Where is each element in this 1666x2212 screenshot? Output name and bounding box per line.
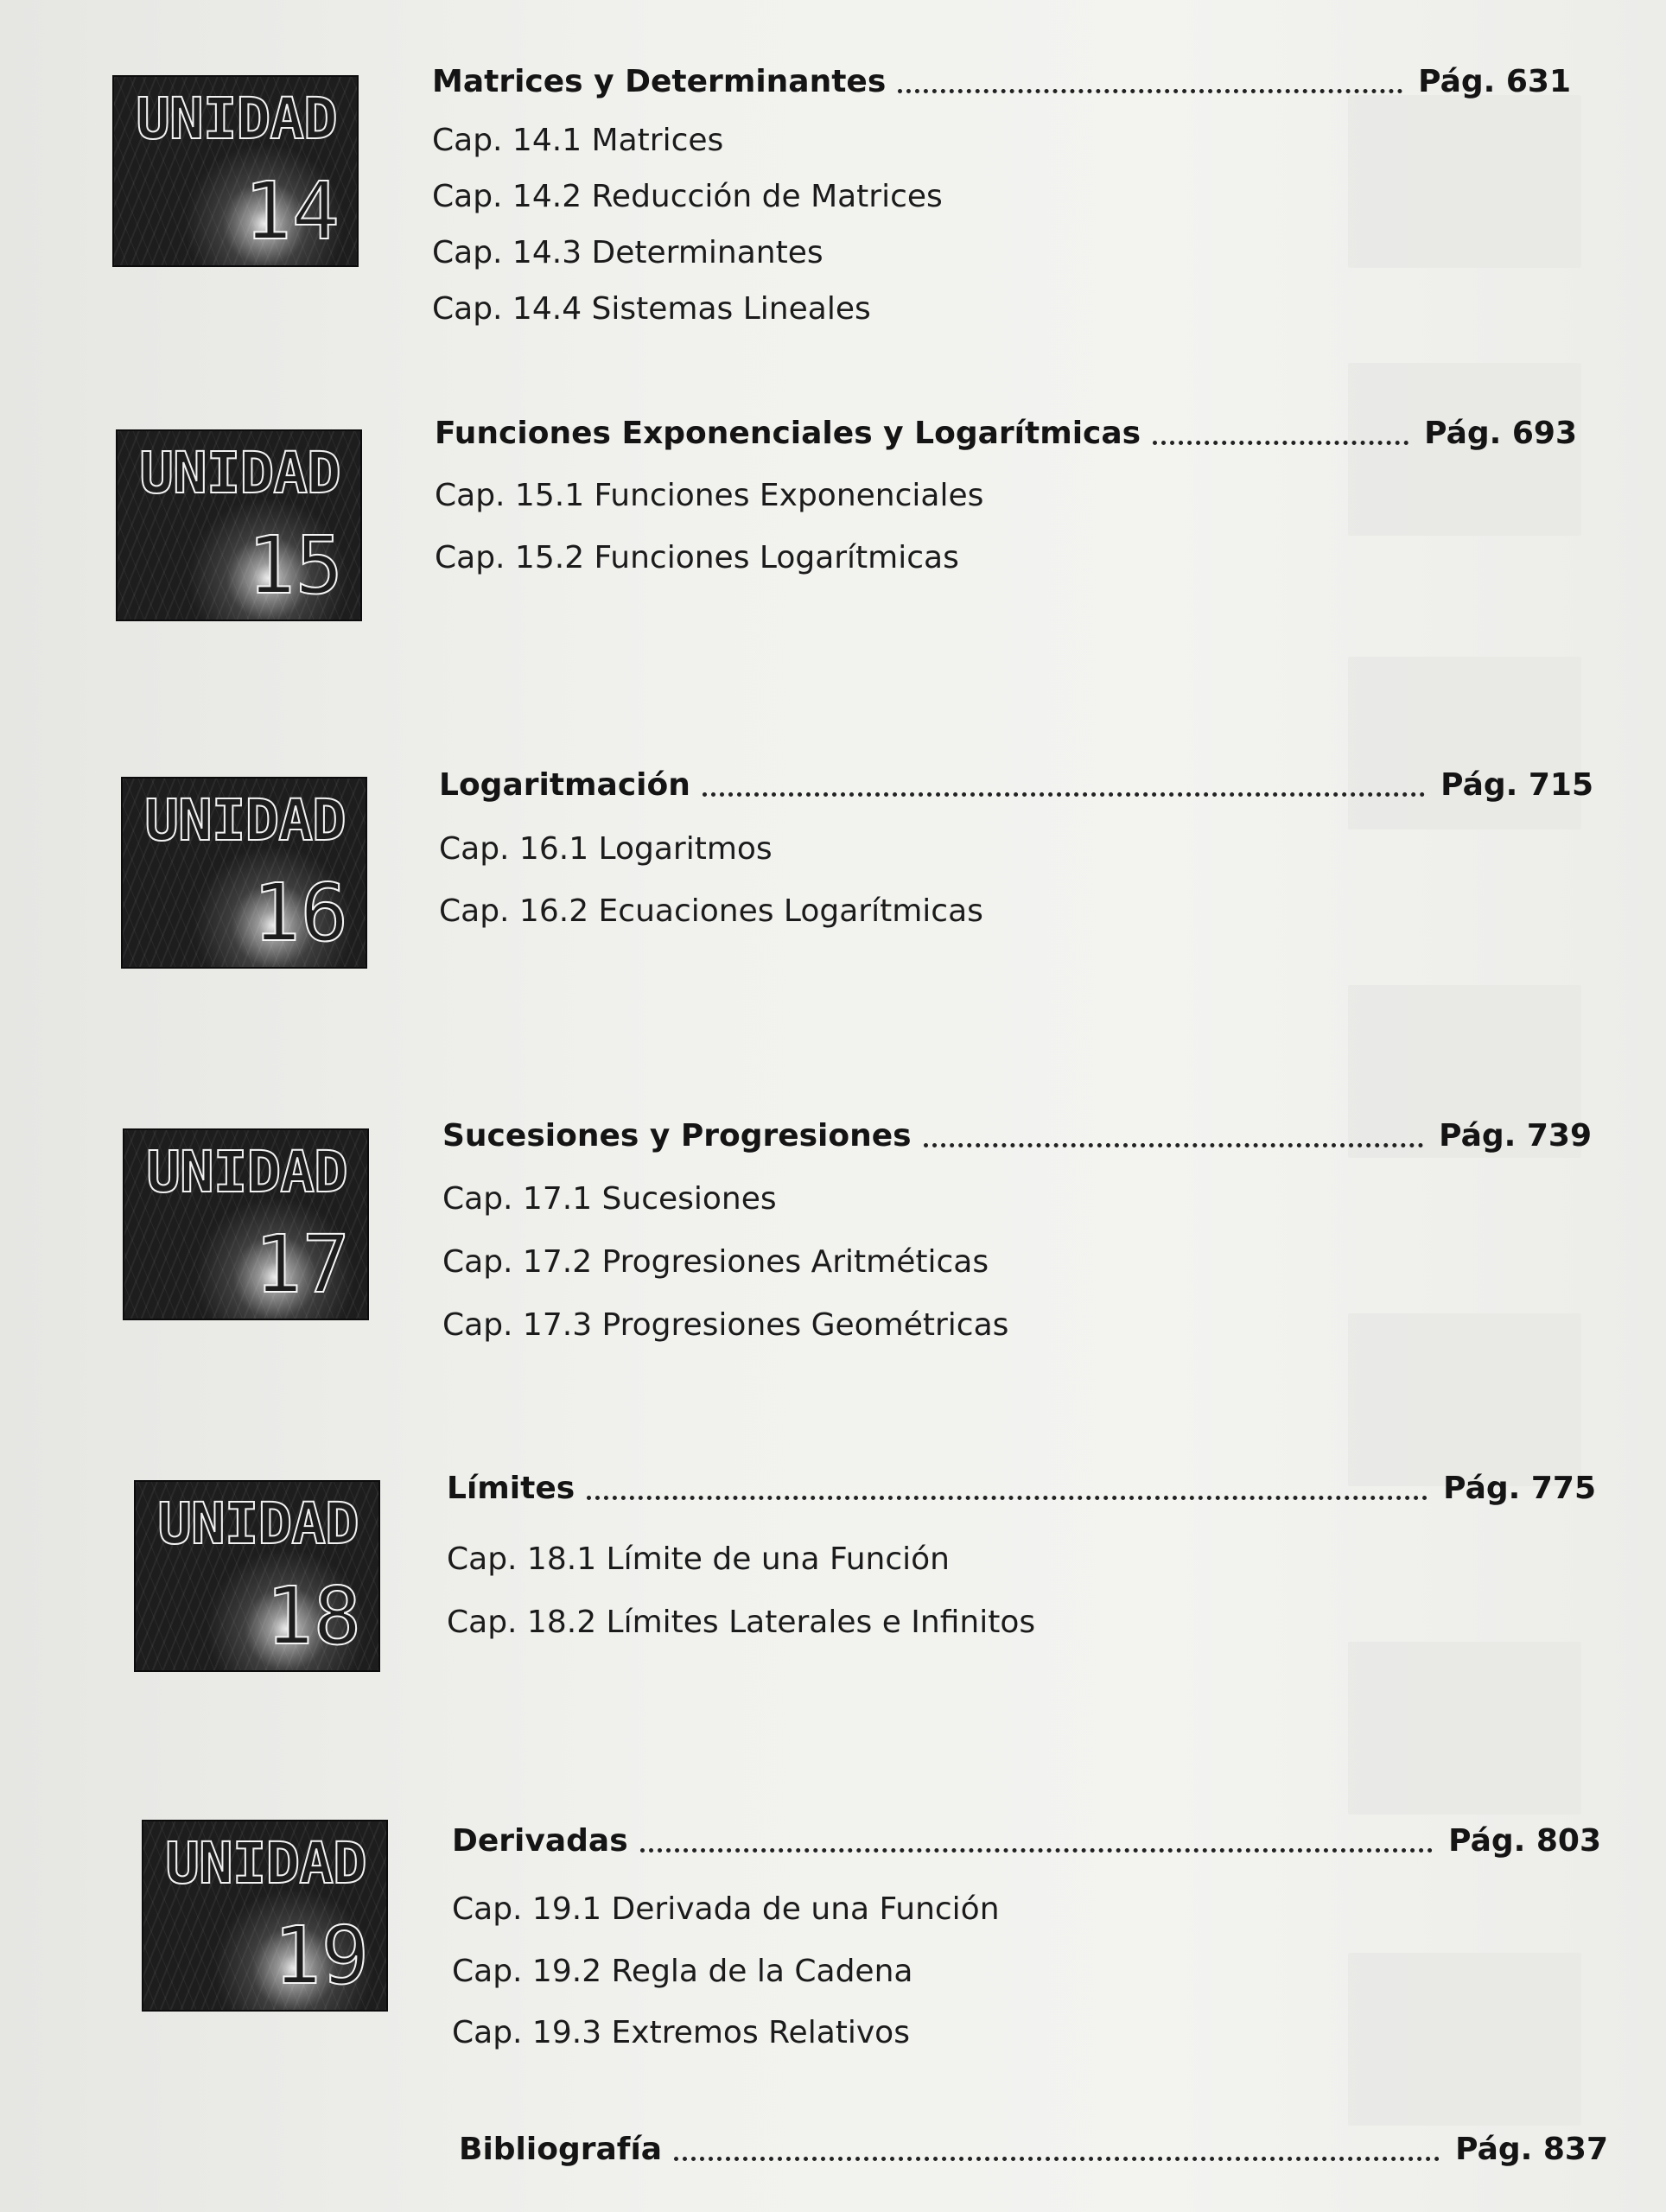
chapter-entry[interactable]: Cap. 19.1 Derivada de una Función — [452, 1891, 1000, 1927]
unit-heading[interactable] — [439, 766, 1593, 805]
unit-heading[interactable] — [452, 1821, 1601, 1861]
dot-leader — [1153, 441, 1408, 445]
chapter-entry[interactable]: Cap. 14.3 Determinantes — [432, 235, 823, 270]
chapter-entry[interactable]: Cap. 19.3 Extremos Relativos — [452, 2015, 910, 2050]
unit-heading[interactable] — [447, 1469, 1596, 1509]
unit-badge — [121, 777, 367, 969]
dot-leader — [587, 1496, 1428, 1500]
chapter-entry[interactable]: Cap. 14.1 Matrices — [432, 123, 724, 158]
chapter-entry[interactable]: Cap. 14.2 Reducción de Matrices — [432, 179, 943, 214]
chapter-entry[interactable]: Cap. 16.2 Ecuaciones Logarítmicas — [439, 893, 983, 929]
unit-badge — [142, 1820, 388, 2012]
page-reference: Pág. 837 — [1455, 2132, 1608, 2167]
dot-leader — [640, 1848, 1434, 1853]
dot-leader — [924, 1143, 1424, 1147]
chapter-entry[interactable]: Cap. 15.2 Funciones Logarítmicas — [435, 540, 959, 575]
chapter-entry[interactable]: Cap. 15.1 Funciones Exponenciales — [435, 478, 984, 513]
bibliography-title: Bibliografía — [459, 2132, 663, 2167]
unit-title: Funciones Exponenciales y Logarítmicas — [435, 416, 1141, 451]
unit-title: Derivadas — [452, 1823, 628, 1859]
bibliography-heading[interactable] — [459, 2130, 1608, 2170]
unit-heading[interactable] — [442, 1116, 1592, 1156]
dot-leader — [674, 2157, 1440, 2161]
unit-number: 17 — [254, 1218, 350, 1311]
unit-badge — [123, 1128, 369, 1320]
unit-title: Matrices y Determinantes — [432, 64, 887, 99]
chapter-entry[interactable]: Cap. 16.1 Logaritmos — [439, 831, 773, 867]
unit-badge-label: UNIDAD — [144, 787, 346, 854]
page-reference: Pág. 775 — [1443, 1471, 1596, 1506]
unit-number: 15 — [247, 519, 343, 612]
page-reference: Pág. 715 — [1440, 767, 1593, 803]
unit-badge-label: UNIDAD — [146, 1139, 347, 1205]
chapter-entry[interactable]: Cap. 19.2 Regla de la Cadena — [452, 1954, 913, 1989]
unit-number: 14 — [244, 165, 340, 257]
chapter-entry[interactable]: Cap. 17.1 Sucesiones — [442, 1181, 777, 1217]
unit-badge-label: UNIDAD — [136, 86, 337, 152]
unit-title: Límites — [447, 1471, 575, 1506]
page-reference: Pág. 693 — [1424, 416, 1577, 451]
unit-badge-label: UNIDAD — [139, 440, 340, 506]
unit-badge-label: UNIDAD — [157, 1491, 359, 1557]
chapter-entry[interactable]: Cap. 18.2 Límites Laterales e Infinitos — [447, 1605, 1036, 1640]
chapter-entry[interactable]: Cap. 17.3 Progresiones Geométricas — [442, 1307, 1009, 1343]
chapter-entry[interactable]: Cap. 14.4 Sistemas Lineales — [432, 291, 871, 327]
unit-heading[interactable] — [435, 414, 1577, 454]
chapter-entry[interactable]: Cap. 18.1 Límite de una Función — [447, 1541, 950, 1577]
dot-leader — [703, 792, 1425, 797]
page-reference: Pág. 631 — [1418, 64, 1571, 99]
page-reference: Pág. 739 — [1439, 1118, 1592, 1154]
unit-heading[interactable] — [432, 62, 1571, 102]
unit-badge — [116, 429, 362, 621]
page-reference: Pág. 803 — [1448, 1823, 1601, 1859]
unit-title: Sucesiones y Progresiones — [442, 1118, 912, 1154]
unit-badge-label: UNIDAD — [165, 1830, 366, 1897]
unit-number: 18 — [265, 1570, 361, 1662]
unit-title: Logaritmación — [439, 767, 690, 803]
unit-badge — [112, 75, 359, 267]
unit-badge — [134, 1480, 380, 1672]
unit-number: 16 — [252, 867, 348, 959]
unit-number: 19 — [273, 1910, 369, 2002]
chapter-entry[interactable]: Cap. 17.2 Progresiones Aritméticas — [442, 1244, 989, 1280]
dot-leader — [898, 89, 1402, 93]
